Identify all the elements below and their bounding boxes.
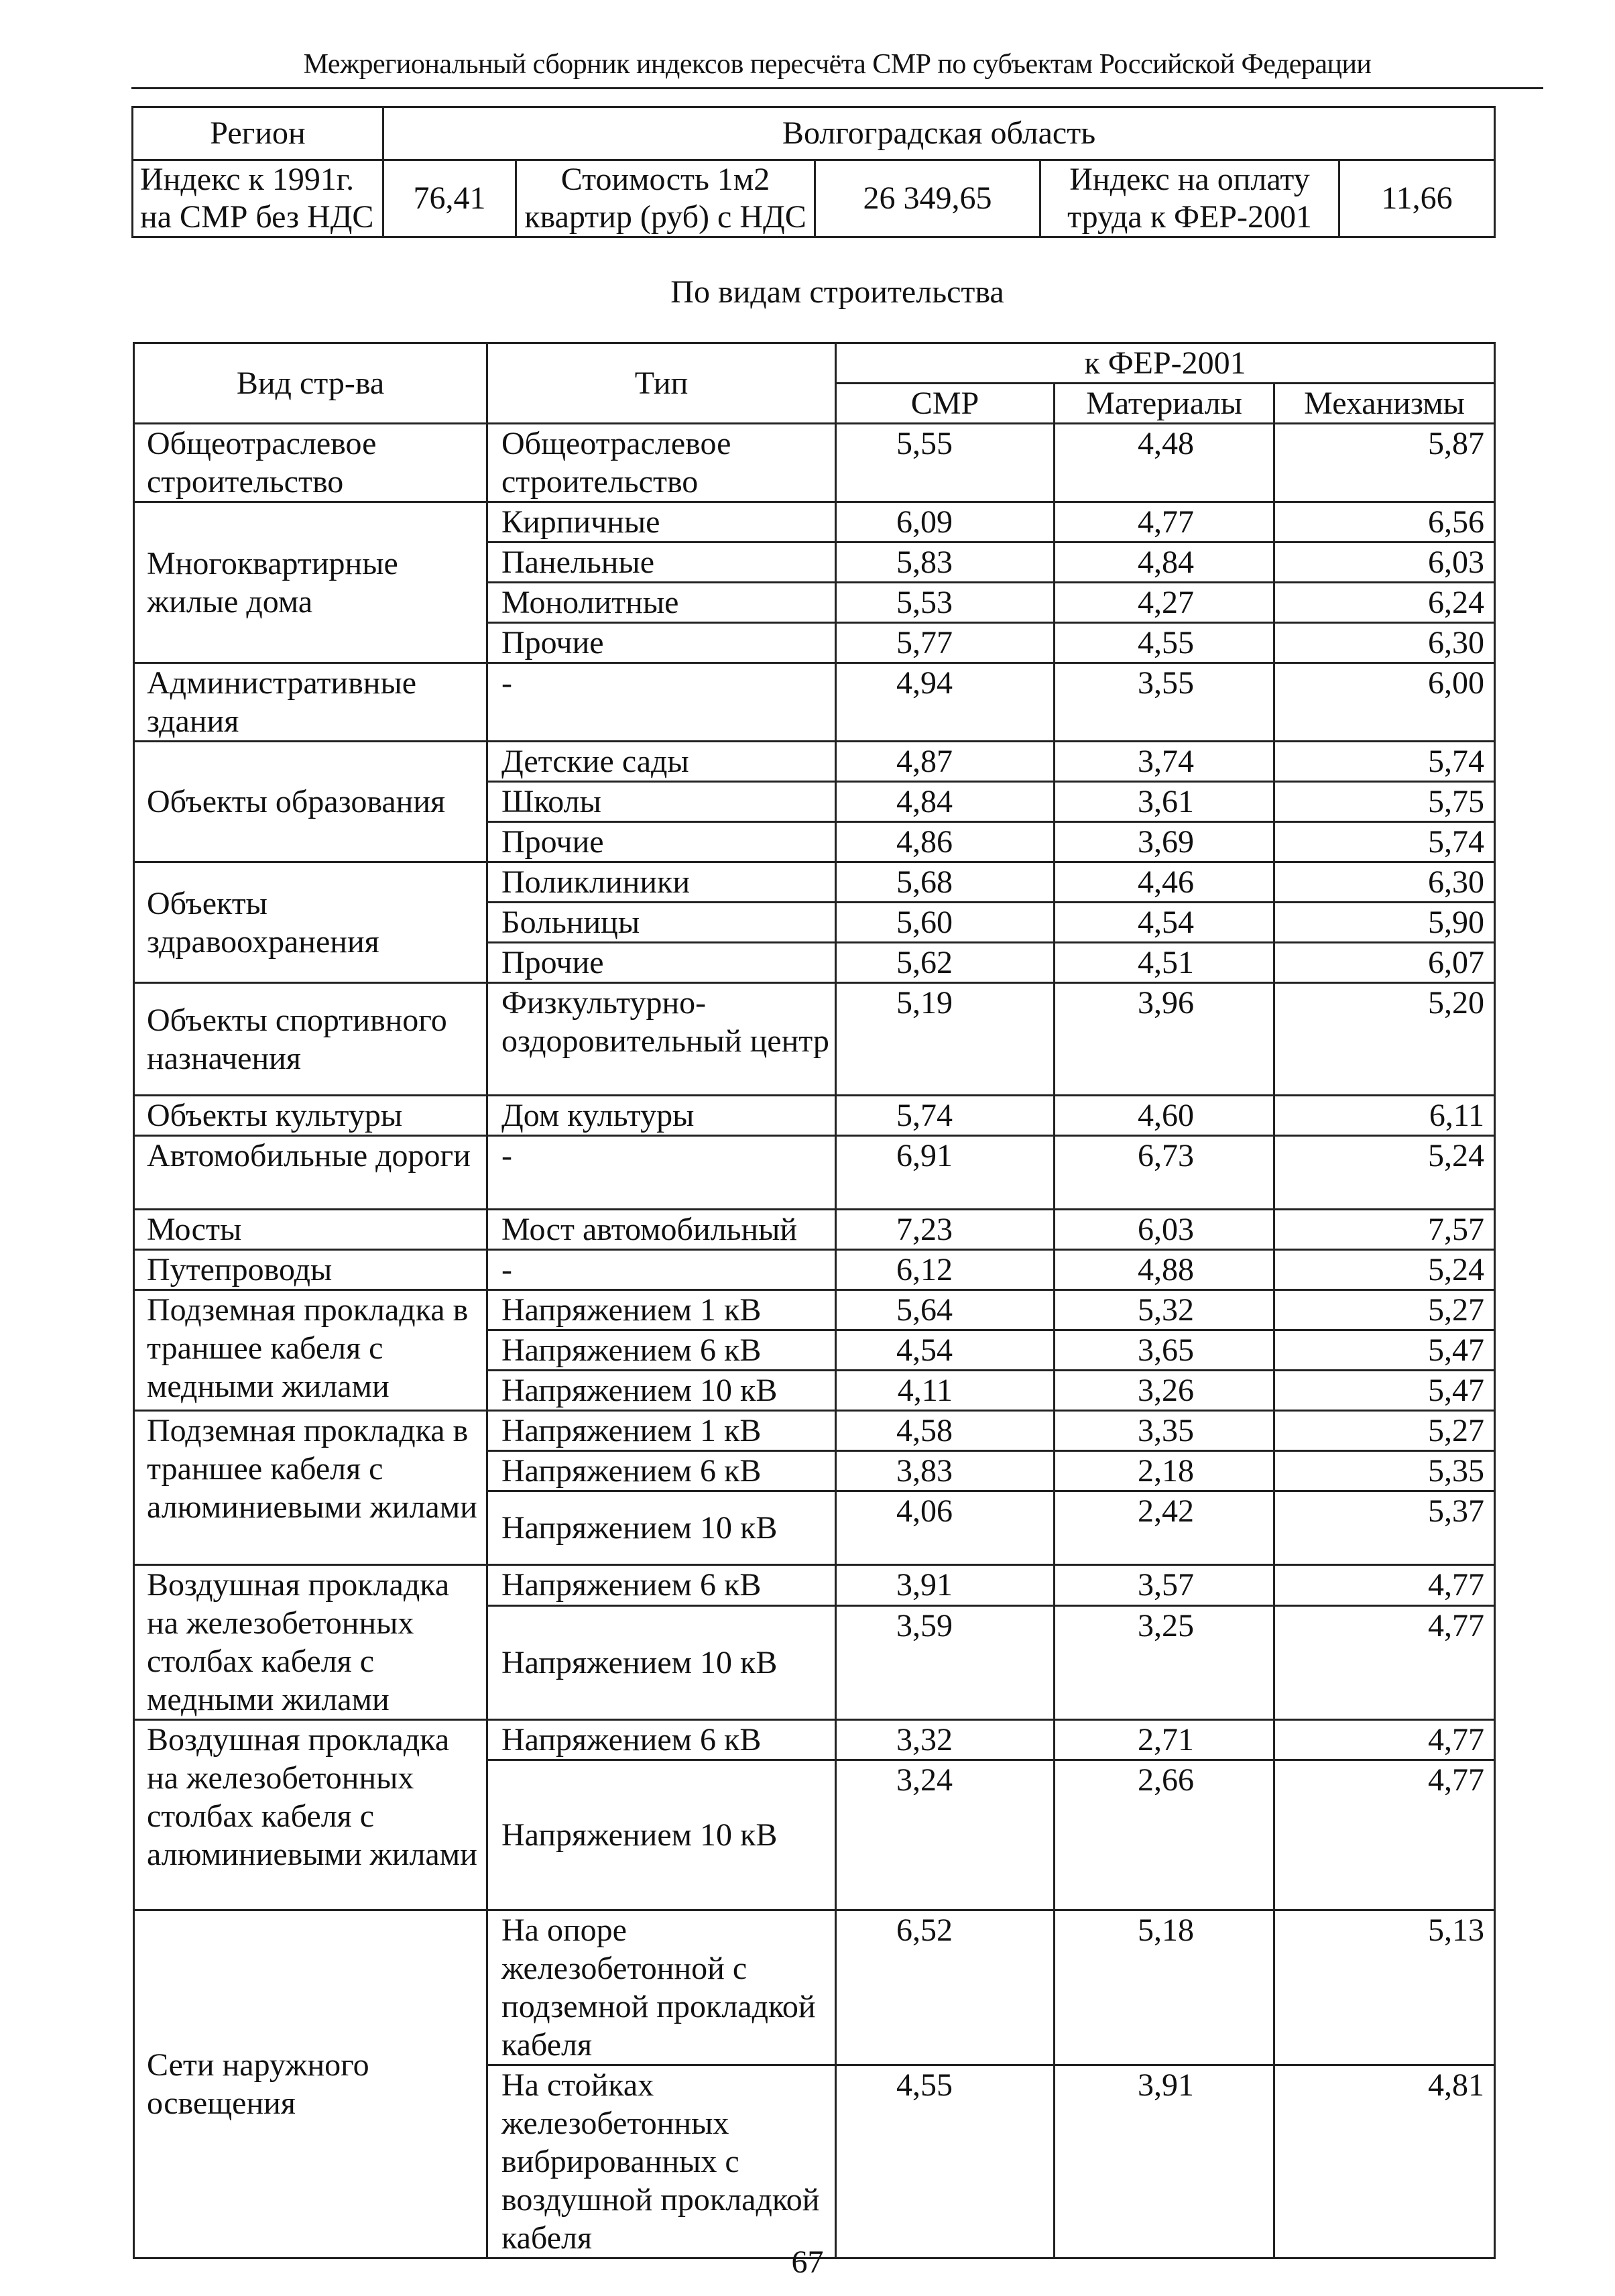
header-smr: СМР — [836, 384, 1055, 424]
cell-tip: На стойках железобетонных вибрированных с воздушной прокладкой кабеля — [487, 2065, 836, 2258]
cell-smr: 5,77 — [836, 623, 1055, 663]
table-row — [134, 983, 1495, 1096]
cell-tip: Физкультурно-оздоровительный центр — [487, 983, 836, 1096]
table-row — [134, 1411, 1495, 1451]
cell-smr: 6,09 — [836, 502, 1055, 542]
cell-mechanisms: 5,24 — [1274, 1250, 1495, 1290]
table-row — [134, 1210, 1495, 1250]
cell-vid: Автомобильные дороги — [134, 1136, 487, 1210]
cell-smr: 5,64 — [836, 1290, 1055, 1330]
cell-materials: 3,65 — [1055, 1330, 1274, 1371]
cell-tip: Напряжением 6 кВ — [487, 1720, 836, 1760]
cell-materials: 3,57 — [1055, 1565, 1274, 1606]
cell-vid: Объекты здравоохранения — [134, 862, 487, 983]
cell-materials: 5,18 — [1055, 1910, 1274, 2065]
cell-tip: Напряжением 1 кВ — [487, 1411, 836, 1451]
table-row — [134, 1910, 1495, 2065]
cell-tip: Детские сады — [487, 742, 836, 782]
cell-materials: 3,91 — [1055, 2065, 1274, 2258]
cell-mechanisms: 6,30 — [1274, 623, 1495, 663]
table-row — [134, 663, 1495, 742]
cell-smr: 5,55 — [836, 424, 1055, 502]
cell-mechanisms: 5,74 — [1274, 822, 1495, 862]
cell-smr: 3,91 — [836, 1565, 1055, 1606]
cell-smr: 4,58 — [836, 1411, 1055, 1451]
cell-materials: 3,74 — [1055, 742, 1274, 782]
cell-materials: 4,77 — [1055, 502, 1274, 542]
cell-smr: 5,68 — [836, 862, 1055, 903]
cell-smr: 5,62 — [836, 943, 1055, 983]
cell-smr: 3,32 — [836, 1720, 1055, 1760]
cell-materials: 2,71 — [1055, 1720, 1274, 1760]
cell-mechanisms: 6,00 — [1274, 663, 1495, 742]
header-divider — [131, 87, 1543, 89]
cell-tip: - — [487, 1136, 836, 1210]
table-row — [134, 424, 1495, 502]
cell-mechanisms: 4,77 — [1274, 1720, 1495, 1760]
cell-materials: 4,46 — [1055, 862, 1274, 903]
cell-materials: 3,55 — [1055, 663, 1274, 742]
cell-materials: 4,88 — [1055, 1250, 1274, 1290]
cell-tip: Напряжением 6 кВ — [487, 1451, 836, 1491]
header-mechanisms: Механизмы — [1274, 384, 1495, 424]
region-label: Регион — [133, 107, 383, 160]
cell-vid: Путепроводы — [134, 1250, 487, 1290]
cell-tip: Общеотраслевое строительство — [487, 424, 836, 502]
cell-vid: Административные здания — [134, 663, 487, 742]
cell-smr: 4,87 — [836, 742, 1055, 782]
cell-smr: 6,52 — [836, 1910, 1055, 2065]
table-row — [134, 1096, 1495, 1136]
cell-tip: Прочие — [487, 822, 836, 862]
cell-mechanisms: 6,30 — [1274, 862, 1495, 903]
cell-mechanisms: 5,35 — [1274, 1451, 1495, 1491]
cell-smr: 4,86 — [836, 822, 1055, 862]
header-vid: Вид стр-ва — [134, 343, 487, 424]
cell-mechanisms: 6,07 — [1274, 943, 1495, 983]
cell-smr: 5,74 — [836, 1096, 1055, 1136]
cell-mechanisms: 5,74 — [1274, 742, 1495, 782]
cell-tip: Панельные — [487, 542, 836, 583]
cell-smr: 6,91 — [836, 1136, 1055, 1210]
index-1991-label: Индекс к 1991г. на СМР без НДС — [133, 160, 383, 237]
cell-mechanisms: 4,77 — [1274, 1760, 1495, 1910]
cell-materials: 2,42 — [1055, 1491, 1274, 1565]
cell-smr: 3,59 — [836, 1605, 1055, 1719]
header-fer-2001: к ФЕР-2001 — [836, 343, 1495, 384]
cell-mechanisms: 6,56 — [1274, 502, 1495, 542]
cell-mechanisms: 5,87 — [1274, 424, 1495, 502]
cell-tip: Напряжением 10 кВ — [487, 1760, 836, 1910]
cell-mechanisms: 5,90 — [1274, 903, 1495, 943]
cell-smr: 5,19 — [836, 983, 1055, 1096]
cell-tip: Прочие — [487, 623, 836, 663]
cell-materials: 4,54 — [1055, 903, 1274, 943]
cell-tip: Дом культуры — [487, 1096, 836, 1136]
cell-vid: Многоквартирные жилые дома — [134, 502, 487, 663]
cell-mechanisms: 6,03 — [1274, 542, 1495, 583]
cell-mechanisms: 4,77 — [1274, 1605, 1495, 1719]
labor-index-label: Индекс на оплату труда к ФЕР-2001 — [1040, 160, 1339, 237]
cell-mechanisms: 5,13 — [1274, 1910, 1495, 2065]
cell-tip: Школы — [487, 782, 836, 822]
cell-mechanisms: 5,27 — [1274, 1290, 1495, 1330]
cell-materials: 2,18 — [1055, 1451, 1274, 1491]
table-row — [134, 742, 1495, 782]
table-row — [134, 1136, 1495, 1210]
cell-smr: 6,12 — [836, 1250, 1055, 1290]
cell-vid: Общеотраслевое строительство — [134, 424, 487, 502]
cell-materials: 3,69 — [1055, 822, 1274, 862]
cell-tip: Поликлиники — [487, 862, 836, 903]
table-row — [134, 862, 1495, 903]
cell-tip: Напряжением 10 кВ — [487, 1605, 836, 1719]
cell-tip: На опоре железобетонной с подземной прокладкой кабеля — [487, 1910, 836, 2065]
index-1991-value: 76,41 — [383, 160, 516, 237]
region-summary-table — [131, 106, 1496, 238]
cell-tip: Напряжением 6 кВ — [487, 1330, 836, 1371]
cell-materials: 6,73 — [1055, 1136, 1274, 1210]
cell-mechanisms: 5,47 — [1274, 1371, 1495, 1411]
cell-tip: Монолитные — [487, 583, 836, 623]
cell-tip: Напряжением 10 кВ — [487, 1491, 836, 1565]
table-row — [134, 1290, 1495, 1330]
cell-mechanisms: 5,75 — [1274, 782, 1495, 822]
cell-materials: 4,55 — [1055, 623, 1274, 663]
cell-materials: 3,25 — [1055, 1605, 1274, 1719]
cell-mechanisms: 5,24 — [1274, 1136, 1495, 1210]
cell-materials: 6,03 — [1055, 1210, 1274, 1250]
header-materials: Материалы — [1055, 384, 1274, 424]
cell-vid: Объекты культуры — [134, 1096, 487, 1136]
cell-tip: Напряжением 1 кВ — [487, 1290, 836, 1330]
cell-materials: 3,35 — [1055, 1411, 1274, 1451]
cell-vid: Подземная прокладка в траншее кабеля с алюминиевыми жилами — [134, 1411, 487, 1565]
cell-vid: Мосты — [134, 1210, 487, 1250]
cell-vid: Объекты образования — [134, 742, 487, 862]
region-name: Волгоградская область — [383, 107, 1495, 160]
cost-per-m2-label: Стоимость 1м2 квартир (руб) с НДС — [516, 160, 815, 237]
cell-smr: 4,94 — [836, 663, 1055, 742]
cell-materials: 4,84 — [1055, 542, 1274, 583]
cell-smr: 4,54 — [836, 1330, 1055, 1371]
cost-per-m2-value: 26 349,65 — [815, 160, 1040, 237]
cell-materials: 4,27 — [1055, 583, 1274, 623]
cell-mechanisms: 5,20 — [1274, 983, 1495, 1096]
cell-vid: Подземная прокладка в траншее кабеля с медными жилами — [134, 1290, 487, 1411]
cell-smr: 3,24 — [836, 1760, 1055, 1910]
table-body — [134, 424, 1495, 2258]
cell-smr: 4,84 — [836, 782, 1055, 822]
cell-smr: 3,83 — [836, 1451, 1055, 1491]
cell-tip: - — [487, 663, 836, 742]
cell-smr: 7,23 — [836, 1210, 1055, 1250]
cell-tip: Больницы — [487, 903, 836, 943]
labor-index-value: 11,66 — [1339, 160, 1495, 237]
cell-mechanisms: 5,47 — [1274, 1330, 1495, 1371]
table-row — [134, 1720, 1495, 1760]
cell-materials: 3,26 — [1055, 1371, 1274, 1411]
cell-smr: 5,83 — [836, 542, 1055, 583]
cell-materials: 4,60 — [1055, 1096, 1274, 1136]
table-row — [134, 502, 1495, 542]
collection-title: Межрегиональный сборник индексов пересчёта СМР по субъектам Российской Федерации — [303, 49, 1372, 80]
cell-mechanisms: 6,24 — [1274, 583, 1495, 623]
cell-vid: Воздушная прокладка на железобетонных столбах кабеля с алюминиевыми жилами — [134, 1720, 487, 1910]
cell-materials: 3,96 — [1055, 983, 1274, 1096]
cell-materials: 5,32 — [1055, 1290, 1274, 1330]
cell-smr: 4,11 — [836, 1371, 1055, 1411]
cell-tip: Мост автомобильный — [487, 1210, 836, 1250]
cell-materials: 4,51 — [1055, 943, 1274, 983]
cell-smr: 5,53 — [836, 583, 1055, 623]
cell-smr: 4,06 — [836, 1491, 1055, 1565]
cell-tip: Напряжением 6 кВ — [487, 1565, 836, 1606]
cell-tip: Прочие — [487, 943, 836, 983]
cell-mechanisms: 4,81 — [1274, 2065, 1495, 2258]
cell-vid: Воздушная прокладка на железобетонных столбах кабеля с медными жилами — [134, 1565, 487, 1720]
cell-materials: 2,66 — [1055, 1760, 1274, 1910]
cell-mechanisms: 4,77 — [1274, 1565, 1495, 1606]
cell-materials: 3,61 — [1055, 782, 1274, 822]
cell-mechanisms: 5,37 — [1274, 1491, 1495, 1565]
cell-vid: Объекты спортивного назначения — [134, 983, 487, 1096]
cell-tip: Напряжением 10 кВ — [487, 1371, 836, 1411]
table-row — [134, 1250, 1495, 1290]
cell-materials: 4,48 — [1055, 424, 1274, 502]
page-number: 67 — [791, 2244, 824, 2280]
cell-mechanisms: 7,57 — [1274, 1210, 1495, 1250]
cell-mechanisms: 5,27 — [1274, 1411, 1495, 1451]
cell-smr: 5,60 — [836, 903, 1055, 943]
cell-smr: 4,55 — [836, 2065, 1055, 2258]
cell-mechanisms: 6,11 — [1274, 1096, 1495, 1136]
cell-tip: Кирпичные — [487, 502, 836, 542]
header-tip: Тип — [487, 343, 836, 424]
section-subtitle: По видам строительства — [670, 274, 1004, 310]
construction-index-table — [133, 342, 1496, 2259]
table-row — [134, 1565, 1495, 1606]
cell-tip: - — [487, 1250, 836, 1290]
cell-vid: Сети наружного освещения — [134, 1910, 487, 2258]
